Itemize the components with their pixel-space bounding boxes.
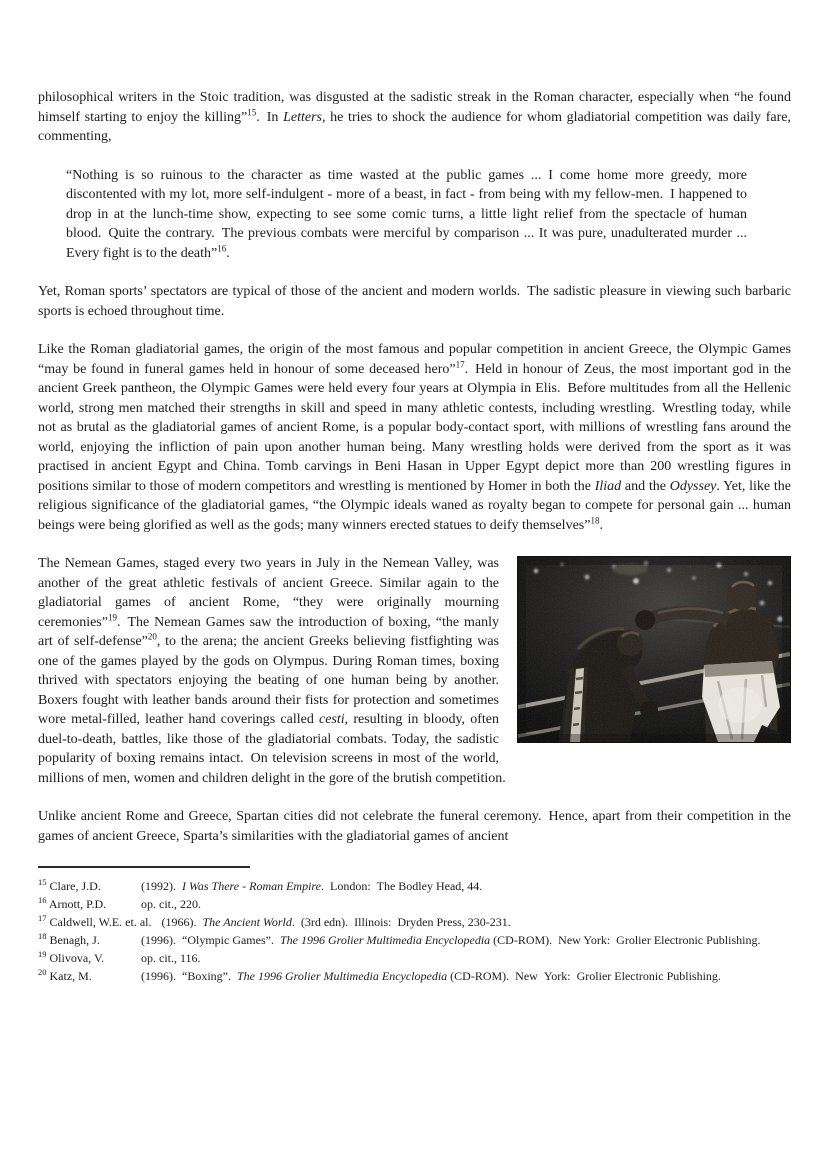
footnote bbox=[38, 967, 791, 985]
paragraph-olympic-games: Like the Roman gladiatorial games, the origin of the most famous and popular competition in ancient Greece, the Olympic Games “may be found in funeral games held in honour of some deceased hero”$^{17}$. Held in honour of Zeus, the most important god in the ancient Greek pantheon, the Olympic Games were held every four years at Olympia in Elis. Before multitudes from all the Hellenic world, strong men matched their strengths in skill and speed in many athletic contests, including wrestling. Wrestling today, while not as brutal as the gladiatorial games of ancient Rome, is a popular body-contact sport, with millions of wrestling fans around the world, enjoying the infliction of pain upon another human being. Many wrestling holds were derived from the sport as it was practised in ancient Egypt and China. Tomb carvings in Beni Hasan in Upper Egypt depict more than 200 wrestling figures in positions similar to those of modern competitors and wrestling is mentioned by Homer in both the Iliad and the Odyssey. Yet, like the religious significance of the gladiatorial games, “the Olympic ideals waned as royalty began to compete for personal gain ... human beings were being glorified as well as the gods; many winners erected statues to deify themselves”$^{18}$. bbox=[38, 342, 792, 533]
footnotes-section bbox=[38, 877, 791, 985]
paragraph-nemean-text: The Nemean Games, staged every two years in July in the Nemean Valley, was another of the great athletic festivals of ancient Greece. Similar again to the gladiatorial games of ancient Rome, “they were originally mourning ceremonies”$^{19}$. The Nemean Games saw the introduction of boxing, “the manly art of self-defense”$^{20}$, to the arena; the ancient Greeks believing fistfighting was one of the games played by the gods on Olympus. During Roman times, boxing thrived with spectators enjoying the beating of one human being by another. Boxers fought with leather bands around their fists for protection and sometimes wore metal-filled, leather hand coverings called cesti, resulting in bloody, often duel-to-death, battles, like those of the gladiatorial combats. Today, the sadistic popularity of boxing remains intact. On television screens in most of the world, millions of men, women and children delight in the gore of the brutish competition. bbox=[38, 556, 506, 786]
footnote-number: 17 bbox=[38, 913, 47, 923]
footnote-reference: 16 bbox=[217, 242, 227, 253]
footnote-reference: 15 bbox=[247, 106, 257, 117]
footnote-author: $^{20}$ Katz, M. bbox=[38, 967, 92, 983]
footnote-number: 18 bbox=[38, 931, 47, 941]
footnote-author: $^{19}$ Olivova, V. bbox=[38, 949, 105, 965]
footnote-text: (1966). The Ancient World. (3rd edn). Illinois: Dryden Press, 230-231. bbox=[161, 915, 511, 929]
footnote-author: $^{18}$ Benagh, J. bbox=[38, 931, 100, 947]
footnote-reference: 19 bbox=[107, 611, 117, 622]
footnote-number: 20 bbox=[38, 967, 47, 977]
paragraph-nemean-games bbox=[38, 554, 791, 788]
footnote-reference: 17 bbox=[455, 358, 465, 369]
footnote-author: $^{15}$ Clare, J.D. bbox=[38, 877, 101, 893]
seneca-block-quote: “Nothing is so ruinous to the character as time wasted at the public games ... I come home more greedy, more discontented with my lot, more self-indulgent - more of a beast, in fact - from being with my fellow-men. I happened to drop in at the lunch-time show, expecting to see some comic turns, a little light relief from the spectacle of human blood. Quite the contrary. The previous combats were merciful by comparison ... It was pure, unadulterated murder ... Every fight is to the death”$^{16}$. bbox=[66, 167, 747, 261]
footnote-text: op. cit., 220. bbox=[141, 897, 201, 911]
footnote-reference: 18 bbox=[590, 514, 600, 525]
footnote bbox=[38, 931, 791, 949]
footnote-number: 15 bbox=[38, 877, 47, 887]
paragraph-sparta: Unlike ancient Rome and Greece, Spartan cities did not celebrate the funeral ceremony. Hence, apart from their competition in the games of ancient Greece, Sparta’s similarities with the gladiatorial games of ancient bbox=[38, 809, 791, 844]
footnote bbox=[38, 877, 791, 895]
boxing-photo-image bbox=[518, 557, 790, 742]
footnote-separator bbox=[38, 866, 250, 868]
footnote-number: 16 bbox=[38, 895, 47, 905]
footnote-reference: 20 bbox=[147, 631, 157, 642]
footnote bbox=[38, 913, 791, 931]
footnote-text: (1996). “Boxing”. The 1996 Grolier Multimedia Encyclopedia (CD-ROM). New York: Grolier Electronic Publishing. bbox=[141, 969, 721, 983]
footnote-author: $^{17}$ Caldwell, W.E. et. al. bbox=[38, 913, 152, 929]
boxing-photo bbox=[517, 556, 791, 743]
footnote-text: (1992). I Was There - Roman Empire. London: The Bodley Head, 44. bbox=[141, 879, 483, 893]
footnote bbox=[38, 895, 791, 913]
footnote-text: op. cit., 116. bbox=[141, 951, 201, 965]
footnote-text: (1996). “Olympic Games”. The 1996 Grolier Multimedia Encyclopedia (CD-ROM). New York: Grolier Electronic Publishing. bbox=[141, 933, 761, 947]
footnote bbox=[38, 949, 791, 967]
paragraph-intro: philosophical writers in the Stoic tradition, was disgusted at the sadistic streak in the Roman character, especially when “he found himself starting to enjoy the killing”$^{15}$. In Letters, he tries to shock the audience for whom gladiatorial competition was daily fare, commenting, bbox=[38, 90, 791, 144]
footnote-number: 19 bbox=[38, 949, 47, 959]
paragraph-spectators: Yet, Roman sports’ spectators are typical of those of the ancient and modern worlds. The sadistic pleasure in viewing such barbaric sports is echoed throughout time. bbox=[38, 284, 791, 319]
footnote-author: $^{16}$ Arnott, P.D. bbox=[38, 895, 107, 911]
